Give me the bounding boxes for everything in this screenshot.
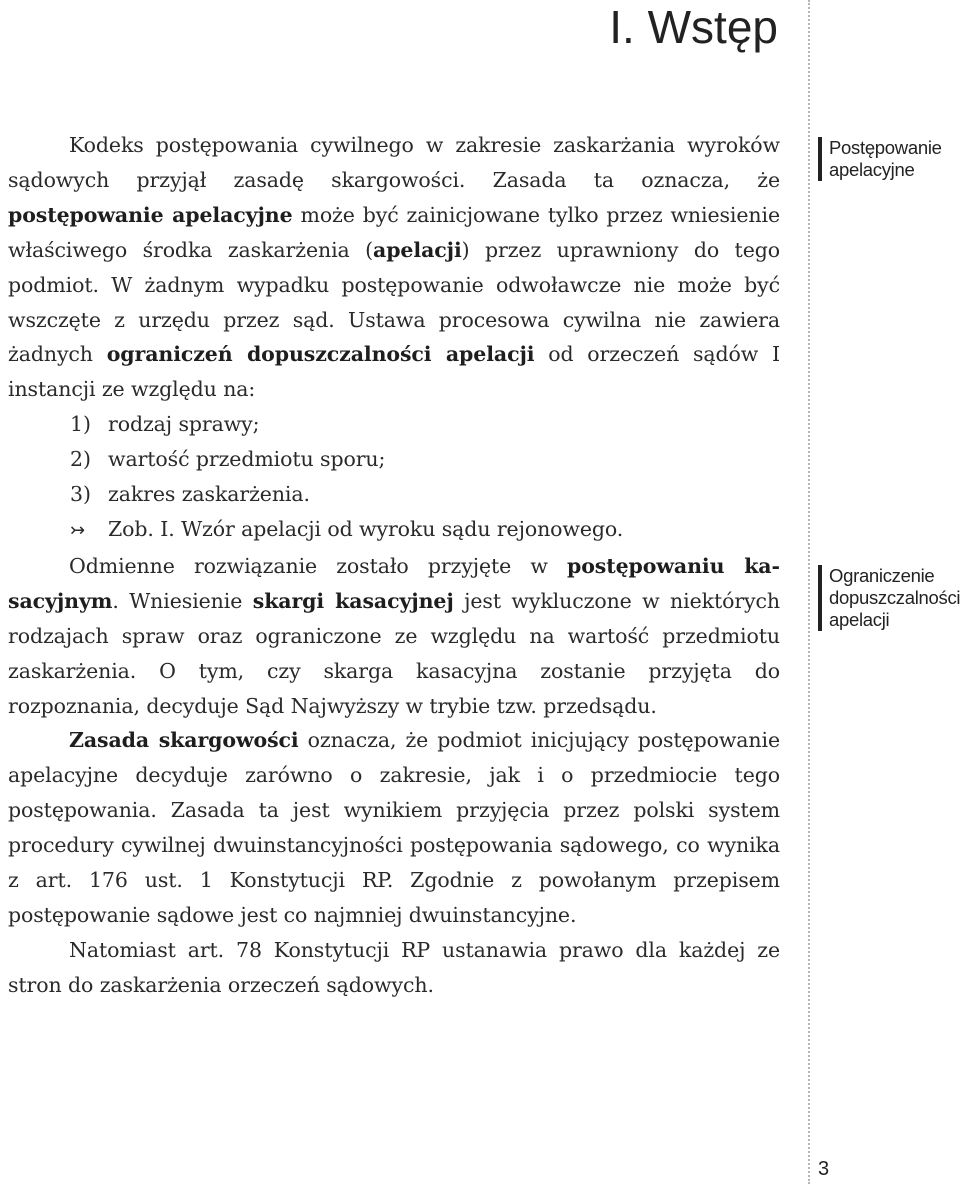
arrow-icon: ↣ xyxy=(70,519,85,541)
list-item xyxy=(8,477,780,512)
text-run: oznacza, że podmiot inicjujący postępowanie apelacyjne decyduje zarówno o zakresie, jak i o przedmiocie tego postępowania. Zasada ta jest wynikiem przyjęcia przez polski system procedury cywilnej dwuinstancyjności postępowania sądowego, co wynika z art. 176 ust. 1 Konstytucji RP. Zgodnie z powołanym przepisem postępowanie sądowe jest co najmniej dwuinstancyjne. xyxy=(8,728,780,927)
list-number: 3) xyxy=(70,482,91,507)
text-run: Odmienne rozwiązanie zostało przyjęte w xyxy=(69,553,567,578)
paragraph-2 xyxy=(8,549,780,724)
text-run: ) przez uprawniony do tego podmiot. W żadnym wypadku postępowanie odwoławcze nie może być wszczęte z urzędu przez sąd. Ustawa procesowa cywilna nie zawiera żadnych xyxy=(8,237,780,367)
list-item xyxy=(8,407,780,442)
cross-reference xyxy=(8,512,780,549)
main-text xyxy=(8,128,780,1003)
text-run: . Wniesienie xyxy=(112,588,253,613)
bold-term: ograniczeń dopuszczalności apelacji xyxy=(106,342,535,367)
margin-note-line: apelacyjne xyxy=(829,159,915,180)
margin-note-line: Postępowanie xyxy=(829,137,942,158)
paragraph-3 xyxy=(8,723,780,932)
margin-note-ograniczenie xyxy=(818,565,960,631)
margin-note-line: dopuszczalności xyxy=(829,587,960,608)
text-run: Natomiast art. 78 Konstytucji RP ustanawia prawo dla każdej ze stron do zaskarżenia orzeczeń sądowych. xyxy=(8,937,780,997)
bold-term: Zasada skargowości xyxy=(69,728,299,753)
margin-note-postepowanie-apelacyjne xyxy=(818,137,942,181)
chapter-title: I. Wstęp xyxy=(609,1,778,53)
list-item xyxy=(8,442,780,477)
bold-term: apelacji xyxy=(373,237,462,262)
bold-term: postępowaniu kasacyjnym xyxy=(8,553,780,613)
margin-divider xyxy=(808,0,810,1184)
list-number: 2) xyxy=(70,447,91,472)
paragraph-4 xyxy=(8,933,780,1003)
enumerated-list xyxy=(8,407,780,512)
paragraph-1 xyxy=(8,128,780,407)
page-number: 3 xyxy=(818,1158,830,1180)
margin-note-line: apelacji xyxy=(829,609,890,630)
text-run: Kodeks postępowania cywilnego w zakresie zaskarżania wyroków sądowych przyjął zasadę skargowości. Zasada ta oznacza, że xyxy=(8,133,780,192)
list-number: 1) xyxy=(70,412,91,437)
margin-note-line: Ograniczenie xyxy=(829,565,935,586)
list-text: zakres zaskarżenia. xyxy=(108,482,310,507)
list-text: rodzaj sprawy; xyxy=(108,412,260,437)
text-run: od orzeczeń sądów I instancji ze względu na: xyxy=(8,342,780,402)
text-run: jest wykluczone w niektórych rodzajach spraw oraz ograniczone ze względu na wartość przedmiotu zaskarżenia. O tym, czy skarga kasacyjna zostanie przyjęta do rozpoznania, decyduje Sąd Najwyższy w trybie tzw. przedsądu. xyxy=(8,588,781,718)
reference-text: Zob. I. Wzór apelacji od wyroku sądu rejonowego. xyxy=(108,516,624,541)
text-run: może być zainicjowane tylko przez wniesienie właściwego środka zaskarżenia ( xyxy=(8,202,781,262)
list-text: wartość przedmiotu sporu; xyxy=(108,447,386,472)
bold-term: skargi kasacyjnej xyxy=(252,588,454,613)
bold-term: postępowanie apelacyjne xyxy=(8,202,293,227)
